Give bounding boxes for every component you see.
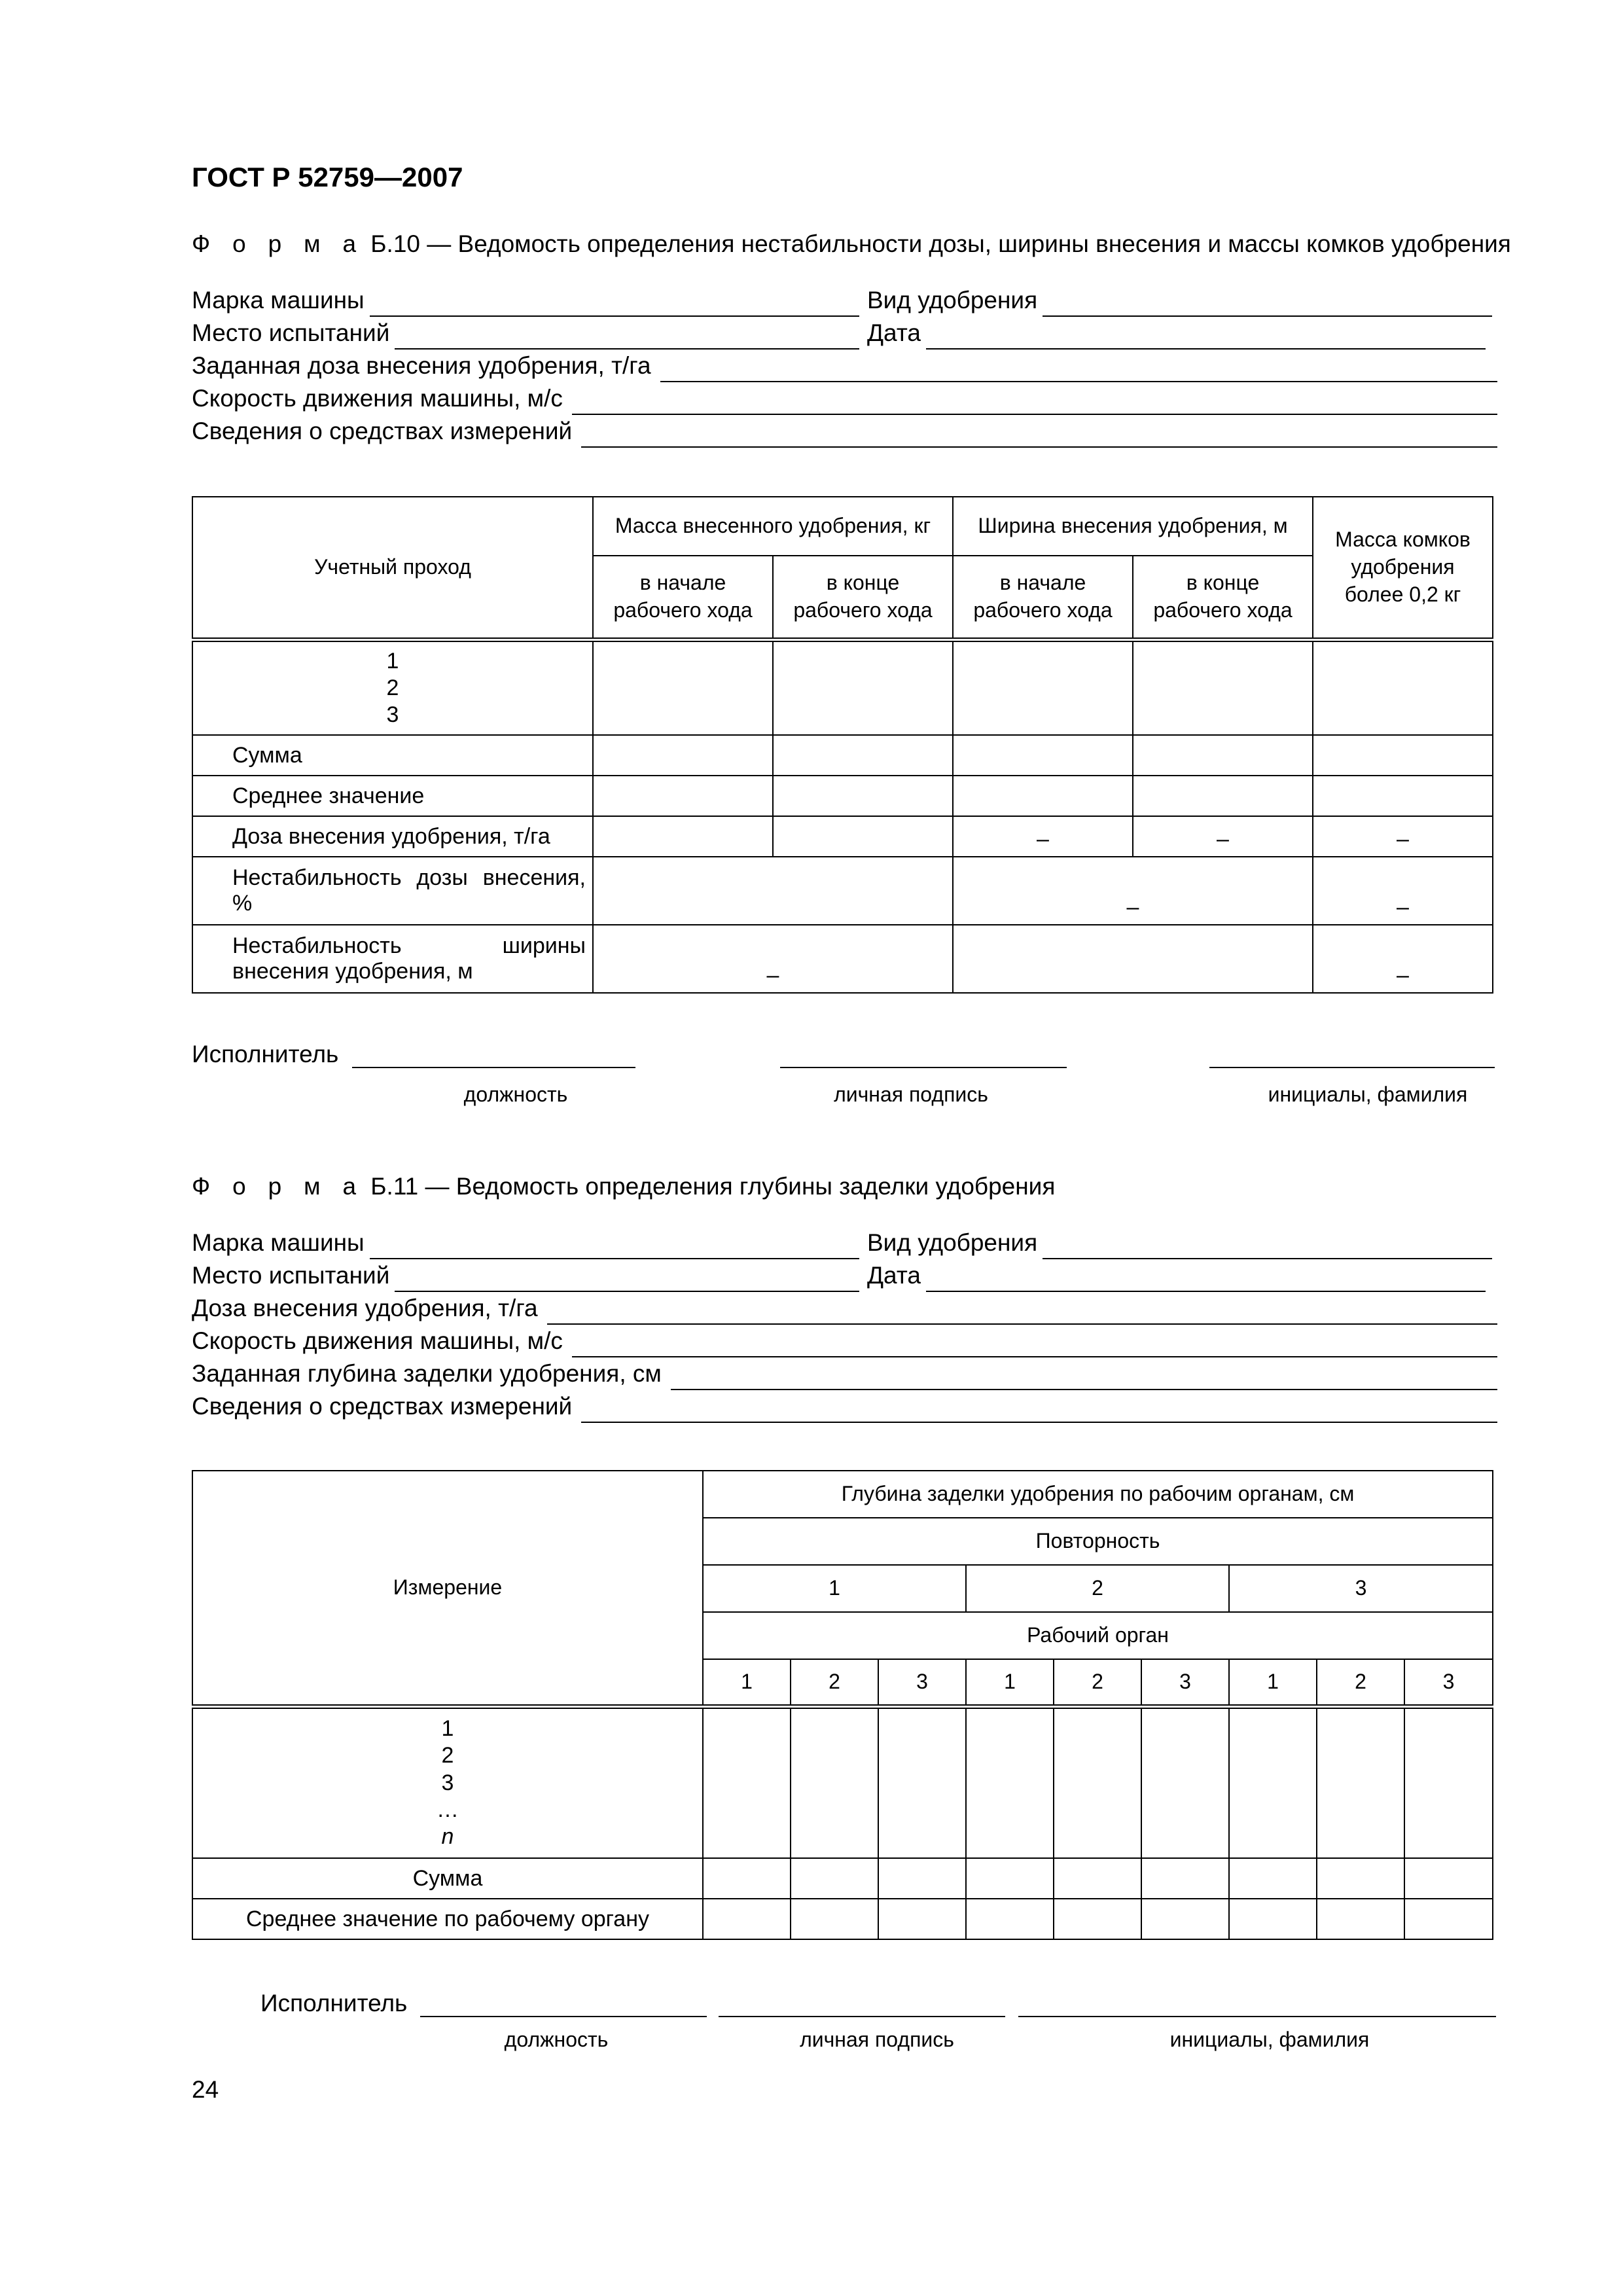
table-cell[interactable] [953, 925, 1313, 993]
table-cell[interactable] [953, 639, 1133, 735]
form10-table [192, 496, 1493, 994]
organ-number: 3 [878, 1659, 966, 1706]
date-line[interactable] [926, 325, 1486, 350]
row-label-mean: Среднее значение по рабочему органу [192, 1899, 703, 1939]
form11-target-depth-field[interactable] [192, 1361, 1497, 1390]
table-cell[interactable] [1317, 1899, 1404, 1939]
speed-line[interactable] [572, 1333, 1497, 1357]
dose-line[interactable] [547, 1300, 1497, 1325]
speed-label: Скорость движения машины, м/с [192, 385, 563, 412]
table-row-mean [192, 1899, 1493, 1939]
col-header-width-group: Ширина внесения удобрения, м [953, 497, 1313, 556]
table-cell[interactable] [1141, 1706, 1229, 1858]
table-cell[interactable] [953, 735, 1133, 776]
col-header-lumps: Масса комков удобрения более 0,2 кг [1313, 497, 1493, 639]
table-cell[interactable] [966, 1858, 1054, 1899]
dash-cell: – [1133, 816, 1313, 857]
form11-speed-field[interactable] [192, 1329, 1497, 1357]
form10-caption-text: Б.10 — Ведомость определения нестабильности дозы, ширины внесения и массы комков удобрения [370, 230, 1511, 257]
dash-cell: – [1313, 816, 1493, 857]
form11-caption [192, 1174, 1055, 1198]
position-line[interactable] [352, 1067, 635, 1068]
organ-number: 3 [1141, 1659, 1229, 1706]
dose-label: Доза внесения удобрения, т/га [192, 1295, 538, 1321]
table-row-sum [192, 735, 1493, 776]
col-header-working-organ: Рабочий орган [703, 1612, 1493, 1659]
table-cell[interactable] [593, 816, 773, 857]
target-depth-line[interactable] [671, 1365, 1497, 1390]
name-line[interactable] [1018, 2016, 1496, 2017]
executor-label: Исполнитель [192, 1041, 339, 1067]
signature-line[interactable] [719, 2016, 1005, 2017]
table-row-dose-instability [192, 857, 1493, 925]
instruments-label: Сведения о средствах измерений [192, 1393, 573, 1420]
signature-caption: личная подпись [800, 2028, 954, 2051]
table-cell[interactable] [791, 1899, 878, 1939]
form10-label-word: Ф о р м а [192, 230, 364, 257]
date-line[interactable] [926, 1267, 1486, 1292]
test-place-line[interactable] [395, 1267, 859, 1292]
instruments-line[interactable] [581, 1398, 1497, 1423]
fertilizer-type-line[interactable] [1043, 292, 1492, 317]
col-header-pass: Учетный проход [192, 497, 593, 639]
table-cell[interactable] [953, 776, 1133, 816]
table-cell[interactable] [1054, 1706, 1141, 1858]
subheader-width-start: в начале рабочего хода [953, 556, 1133, 639]
test-place-line[interactable] [395, 325, 859, 350]
row-label-width-instability: Нестабильность ширины внесения удобрения, м [192, 925, 593, 993]
target-depth-label: Заданная глубина заделки удобрения, см [192, 1360, 662, 1387]
col-header-depth-group: Глубина заделки удобрения по рабочим органам, см [703, 1471, 1493, 1518]
table-cell[interactable] [593, 639, 773, 735]
form11-instruments-field[interactable] [192, 1394, 1497, 1423]
speed-line[interactable] [572, 390, 1497, 415]
dash-cell: – [1313, 925, 1493, 993]
row-label-sum: Сумма [192, 735, 593, 776]
table-cell[interactable] [703, 1858, 791, 1899]
measure-number: 3 [441, 1770, 454, 1795]
form11-caption-text: Б.11 — Ведомость определения глубины заделки удобрения [370, 1173, 1056, 1200]
machine-brand-label: Марка машины [192, 287, 365, 314]
table-cell[interactable] [1313, 639, 1493, 735]
form11-dose-field[interactable] [192, 1296, 1497, 1325]
table-cell[interactable] [1054, 1899, 1141, 1939]
position-line[interactable] [420, 2016, 707, 2017]
organ-number: 2 [791, 1659, 878, 1706]
table-row-width-instability [192, 925, 1493, 993]
form10-target-dose-field[interactable] [192, 353, 1497, 382]
form11-test-place-field[interactable] [192, 1263, 859, 1292]
machine-brand-label: Марка машины [192, 1229, 365, 1256]
subheader-mass-end: в конце рабочего хода [773, 556, 953, 639]
table-row-mean [192, 776, 1493, 816]
pass-number: 1 [386, 649, 399, 674]
table-cell[interactable] [773, 639, 953, 735]
table-cell[interactable] [703, 1899, 791, 1939]
table-cell[interactable] [1133, 776, 1313, 816]
table-cell[interactable] [1404, 1706, 1493, 1858]
col-header-mass-group: Масса внесенного удобрения, кг [593, 497, 953, 556]
table-cell[interactable] [878, 1858, 966, 1899]
table-cell[interactable] [878, 1706, 966, 1858]
page-number: 24 [192, 2076, 219, 2103]
table-row-dose [192, 816, 1493, 857]
col-header-repeat: Повторность [703, 1518, 1493, 1565]
organ-number: 2 [1054, 1659, 1141, 1706]
machine-brand-line[interactable] [370, 292, 859, 317]
table-cell[interactable] [593, 776, 773, 816]
signature-caption: личная подпись [834, 1083, 988, 1106]
table-cell[interactable] [791, 1858, 878, 1899]
name-line[interactable] [1209, 1067, 1495, 1068]
repeat-number: 2 [966, 1565, 1229, 1612]
form11-date-field[interactable] [867, 1263, 1486, 1292]
fertilizer-type-line[interactable] [1043, 1234, 1492, 1259]
signature-line[interactable] [780, 1067, 1067, 1068]
dash-cell: – [953, 857, 1313, 925]
name-caption: инициалы, фамилия [1268, 1083, 1468, 1106]
table-cell[interactable] [1317, 1706, 1404, 1858]
table-cell[interactable] [878, 1899, 966, 1939]
form11-fertilizer-type-field[interactable] [867, 1230, 1492, 1259]
organ-number: 1 [703, 1659, 791, 1706]
fertilizer-type-label: Вид удобрения [867, 287, 1038, 314]
table-cell[interactable] [1313, 735, 1493, 776]
date-label: Дата [867, 319, 921, 346]
target-dose-label: Заданная доза внесения удобрения, т/га [192, 352, 651, 379]
table-cell[interactable] [593, 857, 953, 925]
target-dose-line[interactable] [660, 357, 1497, 382]
subheader-width-end: в конце рабочего хода [1133, 556, 1313, 639]
table-cell[interactable] [1313, 776, 1493, 816]
speed-label: Скорость движения машины, м/с [192, 1327, 563, 1354]
table-cell[interactable] [1133, 639, 1313, 735]
measure-numbers-cell [192, 1706, 703, 1858]
repeat-number: 3 [1229, 1565, 1493, 1612]
table-cell[interactable] [791, 1706, 878, 1858]
organ-number: 1 [966, 1659, 1054, 1706]
table-cell[interactable] [1054, 1858, 1141, 1899]
position-caption: должность [463, 1083, 568, 1106]
form11-table [192, 1470, 1493, 1940]
pass-number: 3 [386, 702, 399, 727]
table-cell[interactable] [1141, 1858, 1229, 1899]
dash-cell: – [593, 925, 953, 993]
form10-test-place-field[interactable] [192, 321, 859, 350]
dash-cell: – [1313, 857, 1493, 925]
table-cell[interactable] [773, 776, 953, 816]
standard-header: ГОСТ Р 52759—2007 [192, 162, 463, 192]
form10-date-field[interactable] [867, 321, 1486, 350]
table-cell[interactable] [1404, 1858, 1493, 1899]
executor-label: Исполнитель [260, 1990, 408, 2017]
form10-fertilizer-type-field[interactable] [867, 288, 1492, 317]
table-cell[interactable] [703, 1706, 791, 1858]
organ-number: 3 [1404, 1659, 1493, 1706]
table-row-sum [192, 1858, 1493, 1899]
name-caption: инициалы, фамилия [1169, 2028, 1370, 2051]
form11-machine-brand-field[interactable] [192, 1230, 859, 1259]
table-cell[interactable] [1317, 1858, 1404, 1899]
table-row-passes [192, 639, 1493, 735]
measure-number-n: n [441, 1824, 454, 1850]
fertilizer-type-label: Вид удобрения [867, 1229, 1038, 1256]
table-cell[interactable] [1229, 1858, 1317, 1899]
subheader-mass-start: в начале рабочего хода [593, 556, 773, 639]
date-label: Дата [867, 1262, 921, 1289]
table-row-measurements [192, 1706, 1493, 1858]
row-label-sum: Сумма [192, 1858, 703, 1899]
form10-caption [192, 232, 1511, 256]
table-cell[interactable] [593, 735, 773, 776]
row-label-mean: Среднее значение [192, 776, 593, 816]
form10-machine-brand-field[interactable] [192, 288, 859, 317]
table-cell[interactable] [1229, 1899, 1317, 1939]
table-cell[interactable] [1141, 1899, 1229, 1939]
row-label-dose-instability: Нестабильность дозы внесения, % [192, 857, 593, 925]
col-header-measure: Измерение [192, 1471, 703, 1706]
form10-speed-field[interactable] [192, 386, 1497, 415]
form11-label-word: Ф о р м а [192, 1173, 364, 1200]
row-label-dose: Доза внесения удобрения, т/га [192, 816, 593, 857]
position-caption: должность [504, 2028, 609, 2051]
organ-number: 2 [1317, 1659, 1404, 1706]
table-cell[interactable] [1133, 735, 1313, 776]
test-place-label: Место испытаний [192, 319, 390, 346]
instruments-label: Сведения о средствах измерений [192, 418, 573, 444]
pass-numbers-cell [192, 639, 593, 735]
table-cell[interactable] [773, 816, 953, 857]
test-place-label: Место испытаний [192, 1262, 390, 1289]
measure-ellipsis: … [437, 1797, 459, 1822]
pass-number: 2 [386, 675, 399, 700]
organ-number: 1 [1229, 1659, 1317, 1706]
table-cell[interactable] [773, 735, 953, 776]
table-cell[interactable] [1404, 1899, 1493, 1939]
repeat-number: 1 [703, 1565, 966, 1612]
measure-number: 2 [441, 1743, 454, 1768]
table-cell[interactable] [1229, 1706, 1317, 1858]
dash-cell: – [953, 816, 1133, 857]
measure-number: 1 [441, 1715, 454, 1741]
form10-instruments-field[interactable] [192, 419, 1497, 448]
table-cell[interactable] [966, 1706, 1054, 1858]
machine-brand-line[interactable] [370, 1234, 859, 1259]
instruments-line[interactable] [581, 423, 1497, 448]
table-cell[interactable] [966, 1899, 1054, 1939]
